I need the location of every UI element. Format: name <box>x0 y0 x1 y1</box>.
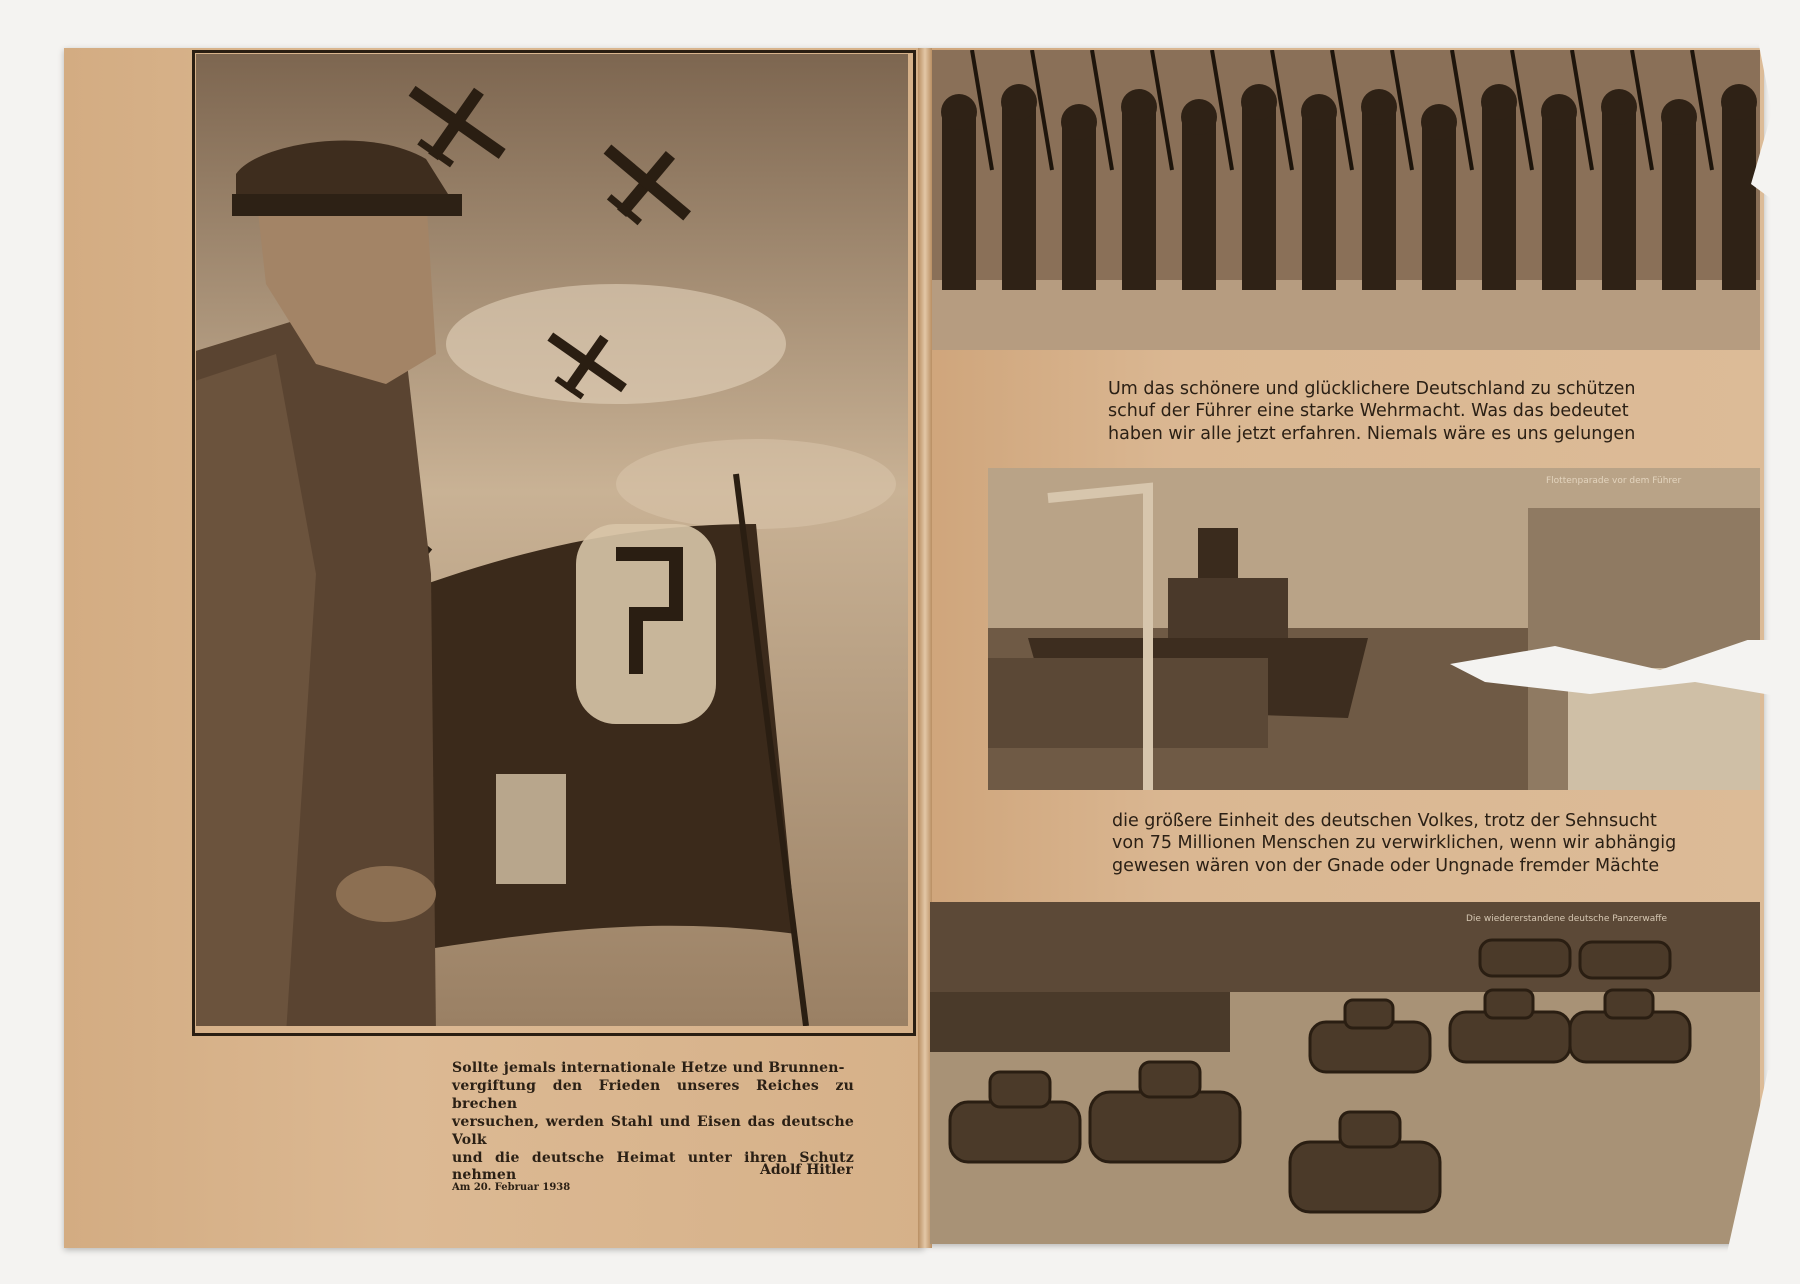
tanks-photo <box>930 902 1760 1244</box>
ships-photo <box>988 468 1760 790</box>
caption-line: haben wir alle jetzt erfahren. Niemals wäre es uns gelungen <box>1108 423 1636 444</box>
caption-line: Um das schönere und glücklichere Deutschland zu schützen <box>1108 379 1636 399</box>
date-line: Am 20. Februar 1938 <box>452 1182 571 1193</box>
left-caption-line: und die deutsche Heimat unter ihren Schutz nehmen <box>452 1149 854 1184</box>
signature: Adolf Hitler <box>760 1162 853 1178</box>
caption-line: gewesen wären von der Gnade oder Ungnade fremder Mächte <box>1112 855 1660 876</box>
soldiers-photo <box>932 50 1760 350</box>
left-caption-line: versuchen, werden Stahl und Eisen das deutsche Volk <box>452 1113 854 1148</box>
caption-einheit <box>1112 810 1714 877</box>
caption-line: von 75 Millionen Menschen zu verwirklichen, wenn wir abhängig <box>1112 833 1677 854</box>
caption-line: die größere Einheit des deutschen Volkes, trotz der Sehnsucht <box>1112 811 1657 831</box>
caption-line: schuf der Führer eine starke Wehrmacht. Was das bedeutet <box>1108 401 1629 422</box>
left-caption-line: Sollte jemals internationale Hetze und Brunnen- <box>452 1060 845 1076</box>
ships-photo-label: Flottenparade vor dem Führer <box>1546 476 1682 486</box>
tanks-photo-label: Die wiedererstandene deutsche Panzerwaffe <box>1466 914 1668 924</box>
main-photo <box>196 54 908 1026</box>
left-caption-line: vergiftung den Frieden unseres Reiches zu brechen <box>452 1077 854 1112</box>
caption-wehrmacht <box>1108 378 1704 445</box>
